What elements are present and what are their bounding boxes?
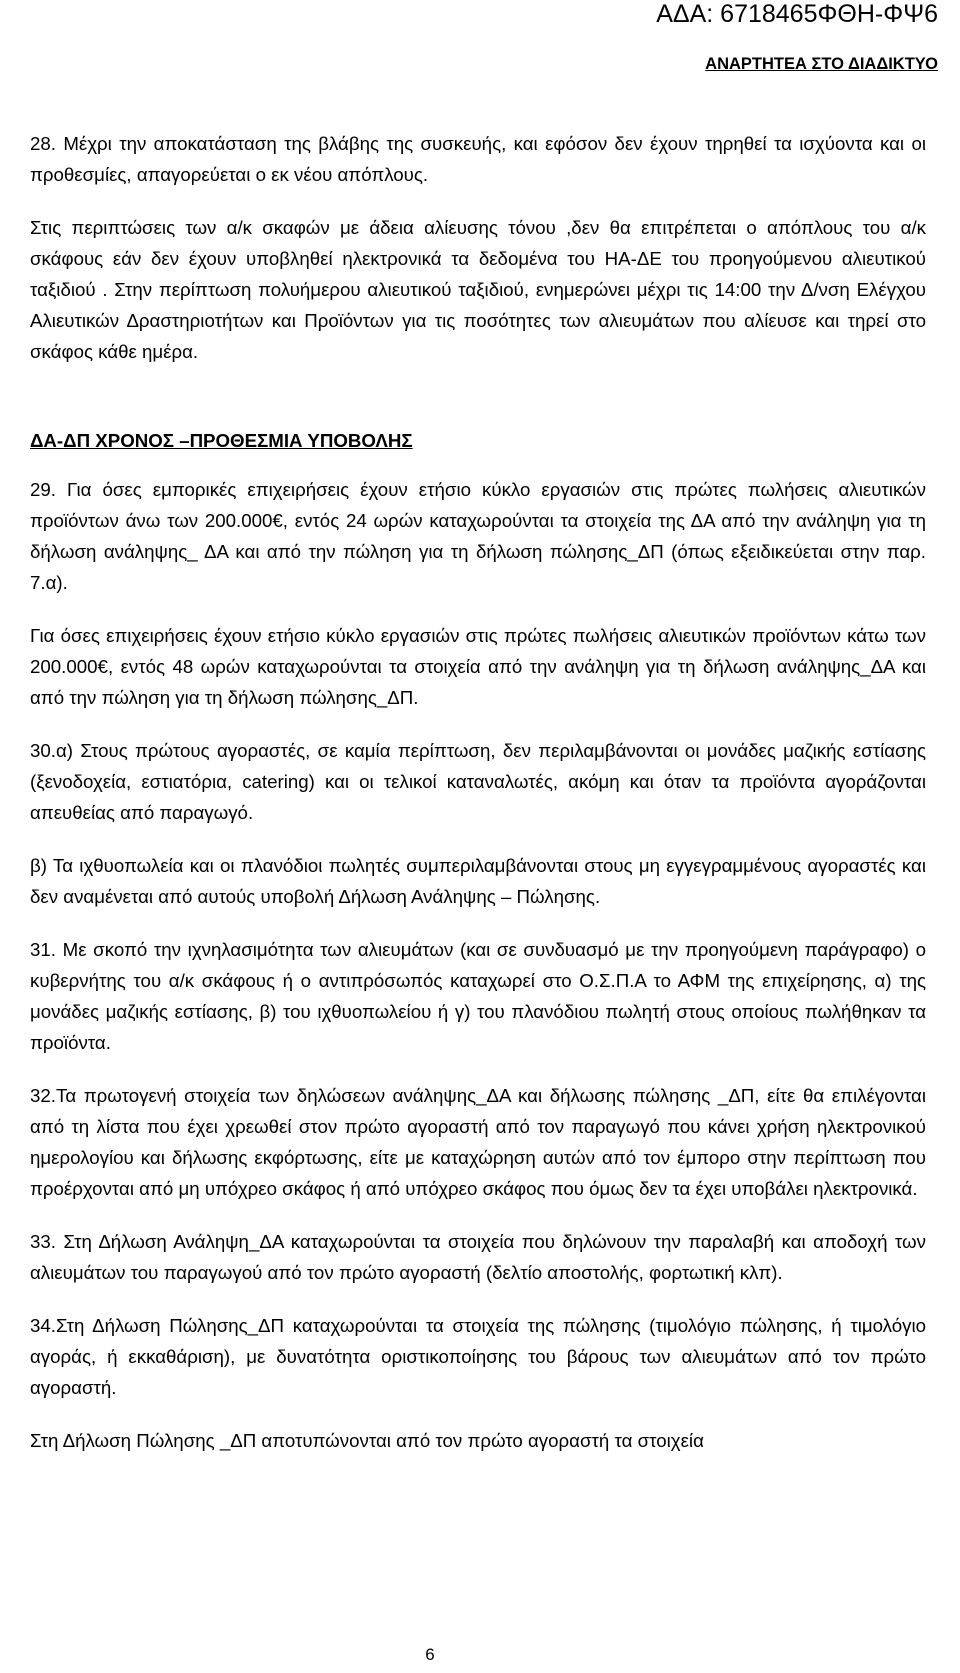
paragraph-33: 33. Στη Δήλωση Ανάληψη_ΔΑ καταχωρούνται τα στοιχεία που δηλώνουν την παραλαβή και αποδοχή των αλιευμάτων του παραγωγού από τον πρώτο αγοραστή (δελτίο αποστολής, φορτωτική κλπ).	[30, 1231, 926, 1283]
paragraph-29-below-threshold: Για όσες επιχειρήσεις έχουν ετήσιο κύκλο εργασιών στις πρώτες πωλήσεις αλιευτικών προϊόντων κάτω των 200.000€, εντός 48 ωρών καταχωρούνται τα στοιχεία από την ανάληψη για τη δήλωση ανάληψης_ΔΑ και από την πώληση για τη δήλωση πώλησης_ΔΠ.	[30, 625, 926, 708]
paragraph-32: 32.Τα πρωτογενή στοιχεία των δηλώσεων ανάληψης_ΔΑ και δήλωσης πώλησης _ΔΠ, είτε θα επιλέγονται από τη λίστα που έχει χρεωθεί στον πρώτο αγοραστή από τον παραγωγό που κάνει χρήση ηλεκτρονικού ημερολογίου και δήλωσης εκφόρτωσης, είτε με καταχώρηση αυτών από τον έμπορο στην περίπτωση που προέρχονται από μη υπόχρεο σκάφος ή από υπόχρεο σκάφος που όμως δεν τα έχει υποβάλει ηλεκτρονικά.	[30, 1085, 926, 1199]
paragraph-30b: β) Τα ιχθυοπωλεία και οι πλανόδιοι πωλητές συμπεριλαμβάνονται στους μη εγγεγραμμένους αγοραστές και δεν αναμένεται από αυτούς υποβολή Δήλωση Ανάληψης – Πώλησης.	[30, 855, 926, 907]
paragraph-30a: 30.α) Στους πρώτους αγοραστές, σε καμία περίπτωση, δεν περιλαμβάνονται οι μονάδες μαζικής εστίασης (ξενοδοχεία, εστιατόρια, catering) και οι τελικοί καταναλωτές, ακόμη και όταν τα προϊόντα αγοράζονται απευθείας από παραγωγό.	[30, 740, 926, 823]
paragraph-34: 34.Στη Δήλωση Πώλησης_ΔΠ καταχωρούνται τα στοιχεία της πώλησης (τιμολόγιο πώλησης, ή τιμολόγιο αγοράς, ή εκκαθάριση), με δυνατότητα οριστικοποίησης του βάρους των αλιευμάτων από τον πρώτο αγοραστή.	[30, 1315, 926, 1398]
paragraph-28-tuna: Στις περιπτώσεις των α/κ σκαφών με άδεια αλίευσης τόνου ,δεν θα επιτρέπεται ο απόπλους του α/κ σκάφους εάν δεν έχουν υποβληθεί ηλεκτρονικά τα δεδομένα του ΗΑ-ΔΕ του προηγούμενου αλιευτικού ταξιδιού . Στην περίπτωση πολυήμερου αλιευτικού ταξιδιού, ενημερώνει μέχρι τις 14:00 την Δ/νση Ελέγχου Αλιευτικών Δραστηριοτήτων και Προϊόντων για τις ποσότητες των αλιευμάτων που αλίευσε και τηρεί στο σκάφος κάθε ημέρα.	[30, 217, 926, 362]
posting-label: ΑΝΑΡΤΗΤΕΑ ΣΤΟ ΔΙΑΔΙΚΤΥΟ	[705, 55, 938, 73]
paragraph-29: 29. Για όσες εμπορικές επιχειρήσεις έχουν ετήσιο κύκλο εργασιών στις πρώτες πωλήσεις αλιευτικών προϊόντων άνω των 200.000€, εντός 24 ωρών καταχωρούνται τα στοιχεία της ΔΑ από την ανάληψη για τη δήλωση ανάληψης_ ΔΑ και από την πώληση για τη δήλωση πώλησης_ΔΠ (όπως εξειδικεύεται στην παρ. 7.α).	[30, 479, 926, 593]
document-body	[30, 128, 926, 1456]
paragraph-34-continued: Στη Δήλωση Πώλησης _ΔΠ αποτυπώνονται από τον πρώτο αγοραστή τα στοιχεία	[30, 1430, 704, 1451]
paragraph-28: 28. Μέχρι την αποκατάσταση της βλάβης της συσκευής, και εφόσον δεν έχουν τηρηθεί τα ισχύοντα και οι προθεσμίες, απαγορεύεται ο εκ νέου απόπλους.	[30, 133, 926, 185]
paragraph-31: 31. Με σκοπό την ιχνηλασιμότητα των αλιευμάτων (και σε συνδυασμό με την προηγούμενη παράγραφο) ο κυβερνήτης του α/κ σκάφους ή ο αντιπρόσωπός καταχωρεί στο Ο.Σ.Π.Α το ΑΦΜ της επιχείρησης, α) της μονάδες μαζικής εστίασης, β) του ιχθυοπωλείου ή γ) του πλανόδιου πωλητή στους οποίους πωλήθηκαν τα προϊόντα.	[30, 939, 926, 1053]
section-heading: ΔΑ-ΔΠ ΧΡΟΝΟΣ –ΠΡΟΘΕΣΜΙΑ ΥΠΟΒΟΛΗΣ	[30, 430, 413, 451]
ada-code: ΑΔΑ: 6718465ΦΘΗ-ΦΨ6	[656, 0, 938, 28]
page-number: 6	[425, 1645, 435, 1664]
